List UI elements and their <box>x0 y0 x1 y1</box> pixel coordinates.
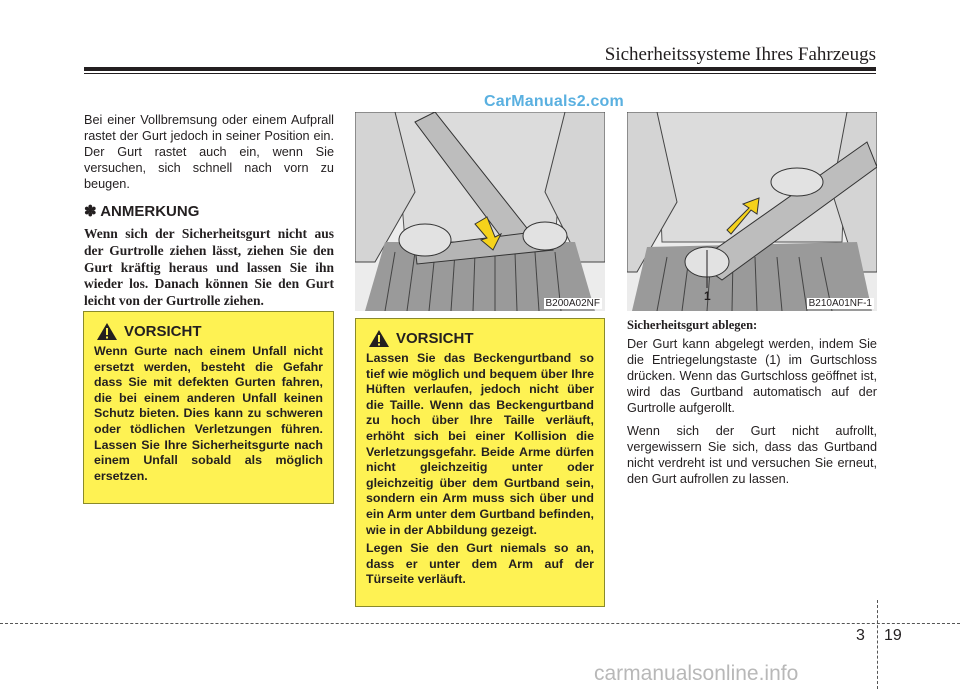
note-heading-label: ANMERKUNG <box>100 203 200 220</box>
header-rule-thin <box>84 73 876 74</box>
caution-text-2-para2: Legen Sie den Gurt niemals so an, dass er unter dem Arm auf der Türseite verläuft. <box>366 541 594 587</box>
note-heading <box>84 202 199 220</box>
figure-seatbelt-fastened <box>355 112 605 311</box>
caution-box-1 <box>83 311 334 504</box>
figure-seatbelt-release <box>627 112 877 311</box>
section-title-release: Sicherheitsgurt ablegen: <box>627 318 758 332</box>
footer-dashed-line <box>0 623 960 624</box>
warning-triangle-icon <box>96 322 118 341</box>
caution-box-2 <box>355 318 605 607</box>
seatbelt-release-illustration <box>627 112 877 311</box>
caution-heading-label: VORSICHT <box>124 323 202 340</box>
watermark-carmanuals2[interactable]: CarManuals2.com <box>484 93 624 110</box>
release-paragraph-1: Der Gurt kann abgelegt werden, indem Sie die Entriegelungstaste (1) im Gurtschloss drücken. Wenn das Gurtschloss geöffnet ist, wird das Gurtband automatisch auf der Gurtrolle aufgerollt. <box>627 337 877 415</box>
chapter-number: 3 <box>856 627 865 644</box>
release-paragraph-2: Wenn sich der Gurt nicht aufrollt, vergewissern Sie sich, dass das Gurtband nicht verdreht ist und versuchen Sie erneut, den Gurt aufrollen zu lassen. <box>627 424 877 486</box>
footer-vertical-line <box>877 600 878 689</box>
figure-label-2: B210A01NF-1 <box>808 298 872 309</box>
page-header-title: Sicherheitssysteme Ihres Fahrzeugs <box>604 44 876 65</box>
figure-label-1: B200A02NF <box>545 298 600 309</box>
header-rule <box>84 67 876 71</box>
callout-number: 1 <box>704 289 711 303</box>
warning-triangle-icon <box>368 329 390 348</box>
caution-text-1: Wenn Gurte nach einem Unfall nicht ersetzt werden, besteht die Gefahr dass Sie mit defekten Gurten fahren, die bei einem anderen Unfall keinen Schutz bieten. Dies kann zu schweren oder tödlichen Verletzungen führen. Lassen Sie Ihre Sicherheitsgurte nach einem Unfall sobald als möglich ersetzen. <box>94 344 323 483</box>
watermark-carmanualsonline[interactable]: carmanualsonline.info <box>594 662 799 685</box>
seatbelt-illustration <box>355 112 605 311</box>
caution-heading-label: VORSICHT <box>396 330 474 347</box>
caution-text-2-para1: Lassen Sie das Beckengurtband so tief wie möglich und bequem über Ihre Hüften verlaufen, jedoch nicht über die Taille. Wenn das Beckengurtband zu hoch über Ihre Taille verläuft, erhöht sich bei einer Kollision die Verletzungsgefahr. Beide Arme dürfen nicht gleichzeitig unter oder gleichzeitig über dem Gurtband sein, sondern ein Arm muss sich über und ein Arm unter dem Gurtband befinden, wie in der Abbildung gezeigt. <box>366 351 594 537</box>
page-number: 19 <box>884 627 902 644</box>
intro-paragraph: Bei einer Vollbremsung oder einem Aufprall rastet der Gurt jedoch in seiner Position ein. Der Gurt rastet auch ein, wenn Sie versuchen, sich schnell nach vorn zu beugen. <box>84 113 334 191</box>
caution-text-2 <box>366 351 594 588</box>
caution-heading-2 <box>368 329 594 348</box>
caution-heading-1 <box>96 322 323 341</box>
note-symbol: ✽ <box>84 203 97 220</box>
note-text: Wenn sich der Sicherheitsgurt nicht aus der Gurtrolle ziehen lässt, ziehen Sie den Gurt kräftig heraus und lassen Sie ihn wieder los. Danach können Sie den Gurt leicht von der Gurtrolle ziehen. <box>84 226 334 309</box>
